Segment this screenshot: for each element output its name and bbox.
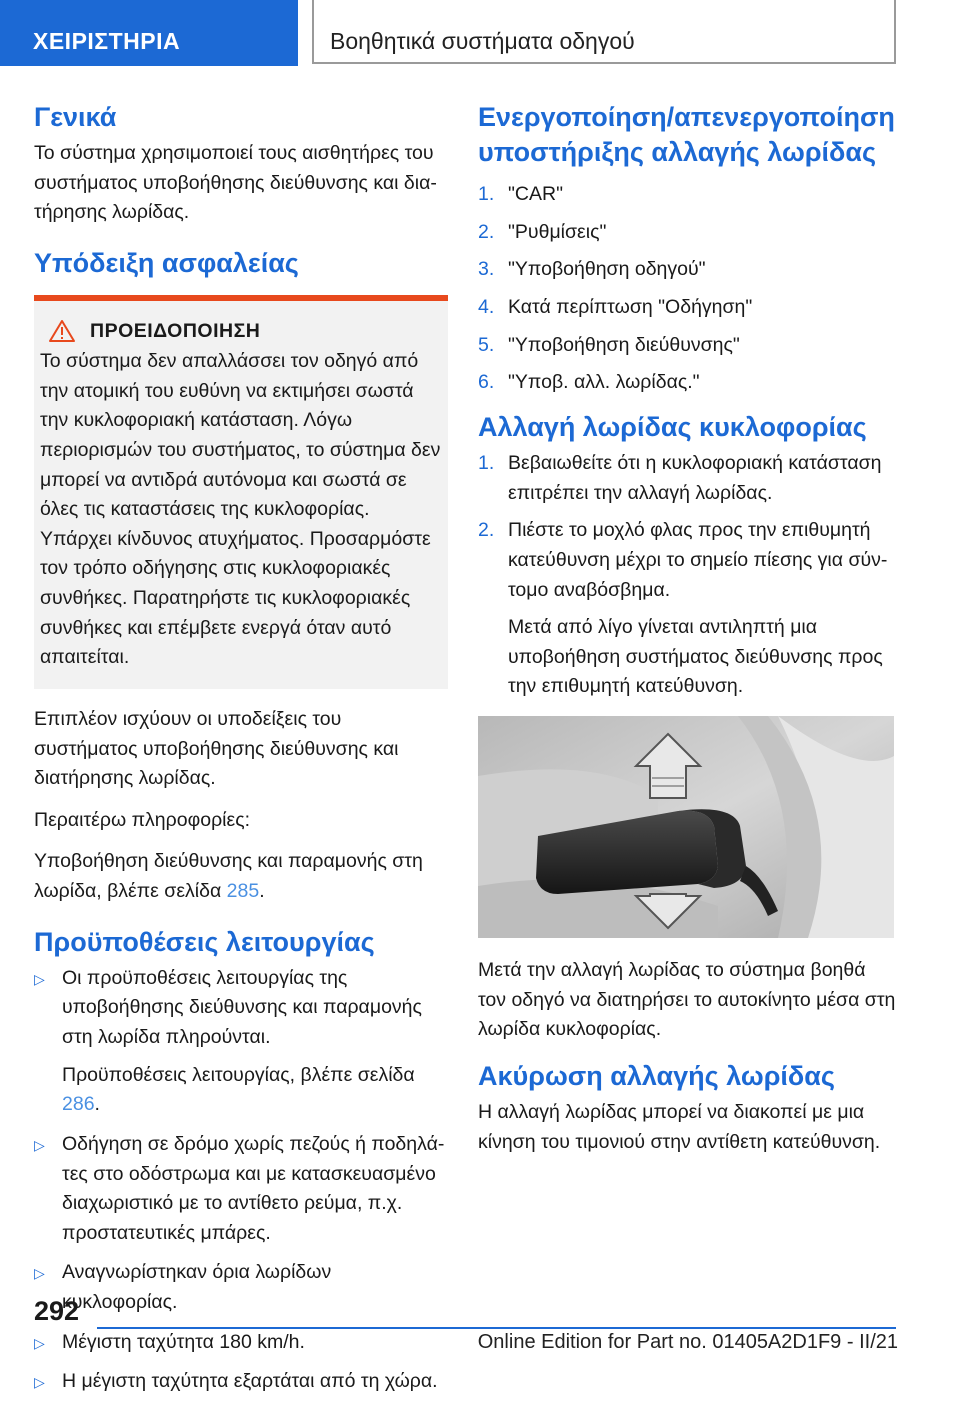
conditions-list xyxy=(34,964,448,1397)
list-item: 1. "CAR" xyxy=(478,183,564,206)
section-tab[interactable]: ΧΕΙΡΙΣΤΗΡΙΑ xyxy=(0,0,298,66)
activation-steps xyxy=(478,180,896,398)
list-item: 5. "Υποβοήθηση διεύθυνσης" xyxy=(478,333,740,356)
list-item: ▷ Η μέγιστη ταχύτητα εξαρτάται από τη χώρα. xyxy=(34,1370,438,1393)
right-column xyxy=(478,100,896,1169)
general-text: Το σύστημα χρησιμοποιεί τους αισθητήρες του συστήματος υποβοήθησης διεύθυνσης και διατήρησης λωρίδας. xyxy=(34,142,437,224)
cancel-text: Η αλλαγή λωρίδας μπορεί να διακοπεί με μια κίνηση του τιμονιού στην αντίθετη κατεύθυνση. xyxy=(478,1101,881,1153)
condition-subnote: Προϋποθέσεις λειτουργίας, βλέπε σελίδα 286. xyxy=(62,1063,415,1116)
edition-text: Online Edition for Part no. 01405A2D1F9 - II/21 xyxy=(477,1331,898,1353)
additional-text: Επιπλέον ισχύουν οι υποδείξεις του συστήματος υποβοήθησης διεύθυνσης και διατήρησης λωρίδας. xyxy=(34,707,399,790)
reference-text: Υποβοήθηση διεύθυνσης και παραμονής στη λωρίδα, βλέπε σελίδα 285. xyxy=(34,850,423,903)
warning-triangle-icon xyxy=(48,319,76,343)
list-item: 1. Βεβαιωθείτε ότι η κυκλοφοριακή κατάσταση επιτρέπει την αλλαγή λωρίδας. xyxy=(478,452,882,504)
cancel-heading: Ακύρωση αλλαγής λωρίδας xyxy=(478,1060,835,1091)
triangle-bullet-icon: ▷ xyxy=(34,1136,45,1153)
list-item: 2. "Ρυθμίσεις" xyxy=(478,220,607,243)
triangle-bullet-icon: ▷ xyxy=(34,1265,45,1282)
left-column xyxy=(34,100,448,1407)
list-item: ▷ Οδήγηση σε δρόμο χωρίς πεζούς ή ποδηλάτες στο οδόστρωμα και με κατασκευασμένο διαχωριστικό με το αντίθετο ρεύμα, π.χ. προστατευτικές μπάρες. xyxy=(34,1132,445,1244)
list-item: ▷ Μέγιστη ταχύτητα 180 km/h. xyxy=(34,1330,305,1353)
chapter-title: Βοηθητικά συστήματα οδηγού xyxy=(312,0,896,64)
list-item: 6. "Υποβ. αλλ. λωρίδας." xyxy=(478,371,700,394)
page-number: 292 xyxy=(34,1296,80,1326)
footer-rule xyxy=(97,1327,896,1329)
list-item: ▷ Αναγνωρίστηκαν όρια λωρίδων κυκλοφορίας. xyxy=(34,1261,332,1314)
warning-text: Το σύστημα δεν απαλλάσσει τον οδηγό από την ατομική του ευθύνη να εκτιμήσει σωστά την κυκλοφοριακή κατάσταση. Λόγω περιορισμών του συστήματος, το σύστημα δεν μπορεί να αντιδρά αυτόνομα και σωστά σε όλες τις καταστάσεις της κυκλοφορίας. Υπάρχει κίνδυνος ατυχήματος. Προσαρμόστε τον τρόπο οδήγησης στις κυκλοφοριακές συνθήκες. Παρατηρήστε τις κυκλοφοριακές συνθήκες και επέμβετε ενεργά όταν αυτό απαιτείται. xyxy=(40,350,441,669)
lane-step-subnote: Μετά από λίγο γίνεται αντιληπτή μια υποβοήθηση συστήματος διεύθυνσης προς την επιθυμητή κατεύθυνση. xyxy=(508,616,883,698)
list-item: 3. "Υποβοήθηση οδηγού" xyxy=(478,258,706,281)
lane-change-heading: Αλλαγή λωρίδας κυκλοφορίας xyxy=(478,411,867,442)
list-item: 4. Κατά περίπτωση "Οδήγηση" xyxy=(478,296,753,319)
general-heading: Γενικά xyxy=(34,102,117,132)
list-item: ▷ Οι προϋποθέσεις λειτουργίας της υποβοήθησης διεύθυνσης και παραμονής στη λωρίδα πληρούνται. Προϋποθέσεις λειτουργίας, βλέπε σελίδα 286. xyxy=(34,964,448,1120)
warning-header xyxy=(48,319,444,343)
more-info-label: Περαιτέρω πληροφορίες: xyxy=(34,808,251,831)
page-link-285[interactable]: 285 xyxy=(226,880,260,903)
turn-signal-lever-image xyxy=(478,716,894,938)
activation-heading: Ενεργοποίηση/απενεργοποίηση υποστήριξης αλλαγής λωρίδας xyxy=(478,102,895,168)
warning-title: ΠΡΟΕΙΔΟΠΟΙΗΣΗ xyxy=(90,319,261,342)
page-link-286[interactable]: 286 xyxy=(62,1093,95,1116)
safety-heading: Υπόδειξη ασφαλείας xyxy=(34,247,299,278)
triangle-bullet-icon: ▷ xyxy=(34,1374,45,1391)
page-header xyxy=(0,0,960,66)
conditions-heading: Προϋποθέσεις λειτουργίας xyxy=(34,926,375,957)
warning-box xyxy=(34,301,448,689)
triangle-bullet-icon: ▷ xyxy=(34,1334,45,1351)
after-change-text: Μετά την αλλαγή λωρίδας το σύστημα βοηθά τον οδηγό να διατηρήσει το αυτοκίνητο μέσα στη λωρίδα κυκλοφορίας. xyxy=(478,959,896,1041)
list-item: 2. Πιέστε το μοχλό φλας προς την επιθυμητή κατεύθυνση μέχρι το σημείο πίεσης για σύντομο αναβόσβημα. Μετά από λίγο γίνεται αντιληπτή μια υποβοήθηση συστήματος διεύθυνσης προς την επιθυμητή κατεύθυνση. xyxy=(478,516,896,702)
lane-change-steps xyxy=(478,449,896,702)
triangle-bullet-icon: ▷ xyxy=(34,970,45,987)
